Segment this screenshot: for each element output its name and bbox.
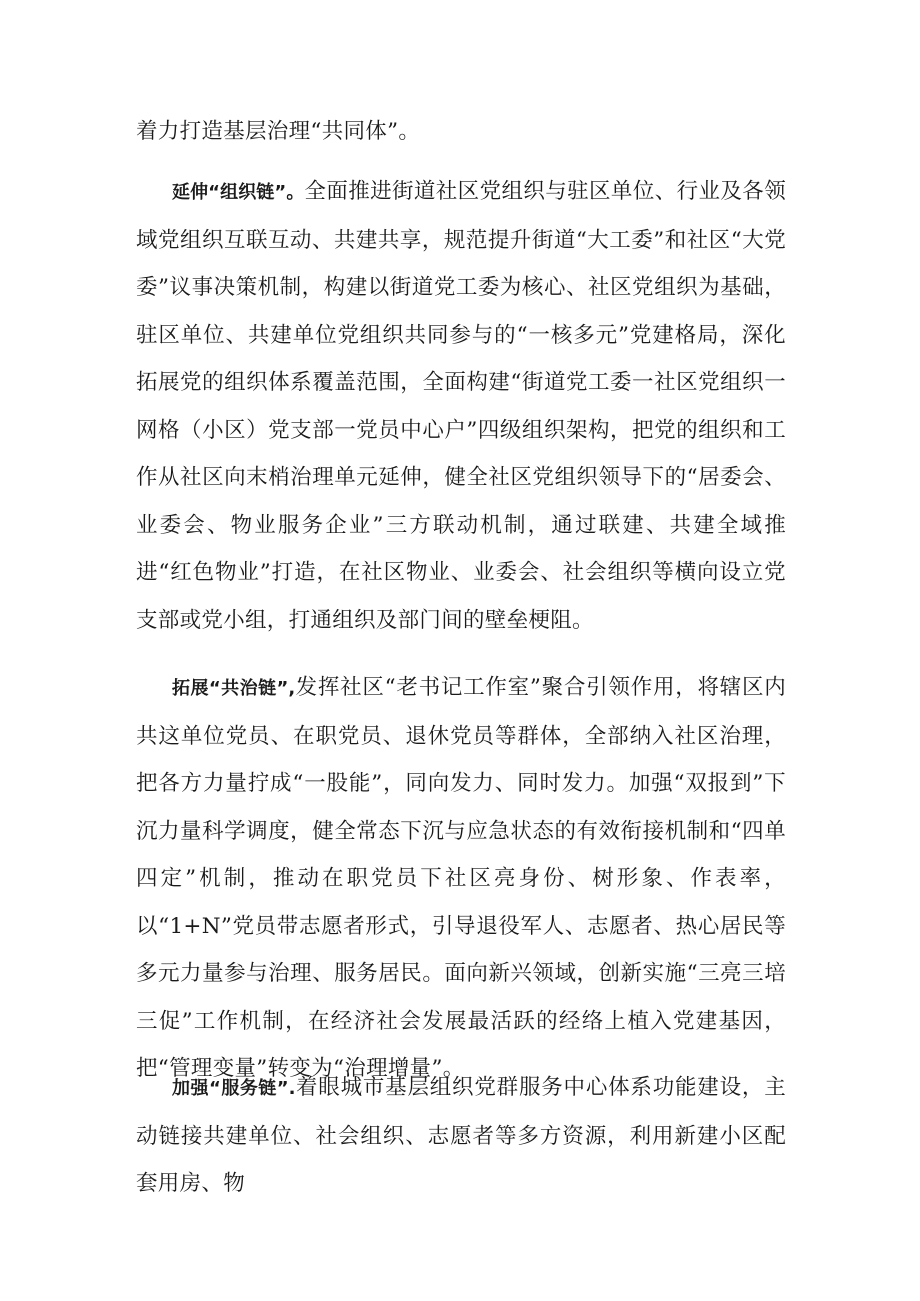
paragraph-text: 着眼城市基层组织党群服务中心体系功能建设，主动链接共建单位、社会组织、志愿者等多方资源，利用新建小区配套用房、物 (136, 1075, 787, 1196)
paragraph-text: 着力打造基层治理“共同体”。 (136, 119, 421, 144)
paragraph-text: 发挥社区“老书记工作室”聚合引领作用，将辖区内共这单位党员、在职党员、退休党员等群体，全部纳入社区治理，把各方力量拧成“一股能”，同向发力、同时发力。加强“双报到”下沉力量科学调度，健全常态下沉与应急状态的有效衔接机制和“四单四定”机制，推动在职党员下社区亮身份、树形象、作表率，以“1+N”党员带志愿者形式，引导退役军人、志愿者、热心居民等多元力量参与治理、服务居民。面向新兴领域，创新实施“三亮三培三促”工作机制，在经济社会发展最活跃的经络上植入党建基因，把“管理变量”转变为“治理增量”。 (136, 675, 787, 1081)
paragraph-heading: 加强“服务链”. (172, 1078, 296, 1099)
paragraph-heading: 延伸“组织链”。 (172, 182, 305, 203)
paragraph-text: 全面推进街道社区党组织与驻区单位、行业及各领域党组织互联互动、共建共享，规范提升街道“大工委”和社区“大党委”议事决策机制，构建以街道党工委为核心、社区党组织为基础，驻区单位、共建单位党组织共同参与的“一核多元”党建格局，深化拓展党的组织体系覆盖范围，全面构建“街道党工委一社区党组织一网格（小区）党支部一党员中心户”四级组织架构，把党的组织和工作从社区向末梢治理单元延伸，健全社区党组织领导下的“居委会、业委会、物业服务企业”三方联动机制，通过联建、共建全域推进“红色物业”打造，在社区物业、业委会、社会组织等横向设立党支部或党小组，打通组织及部门间的壁垒梗阻。 (136, 179, 786, 633)
paragraph-heading: 拓展“共治链”, (172, 678, 296, 699)
paragraph-continuation (136, 108, 786, 156)
paragraph-organization-chain (136, 168, 786, 644)
paragraph-service-chain (136, 1064, 786, 1208)
paragraph-co-governance-chain (136, 664, 786, 1093)
